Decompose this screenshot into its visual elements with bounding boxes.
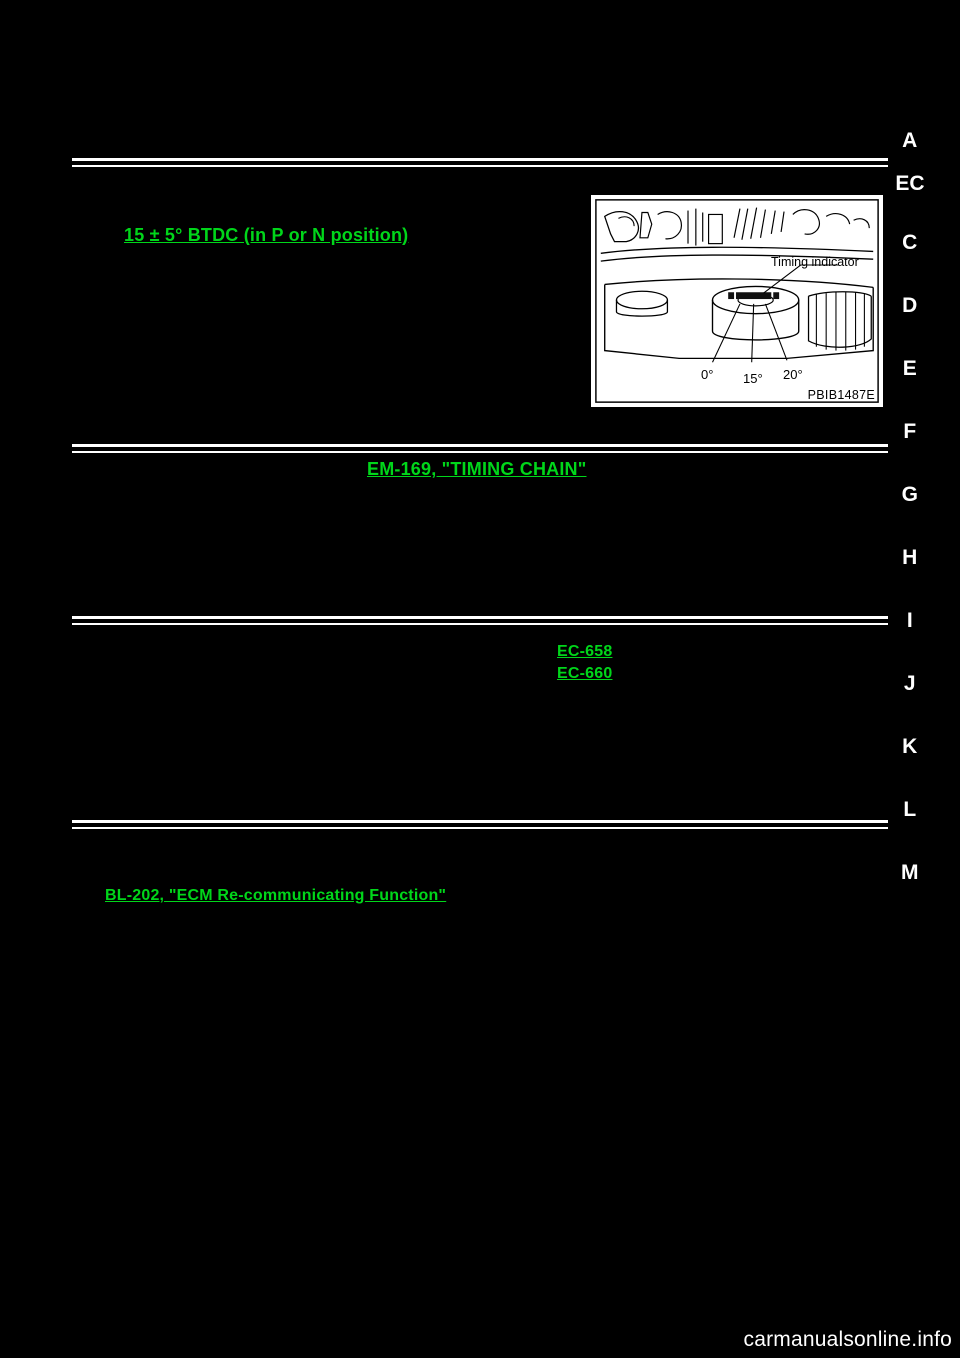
section-tab-m[interactable]: M <box>901 861 919 884</box>
figure-timing-indicator-label: Timing indicator <box>771 255 859 269</box>
divider-rule-1a <box>72 158 888 161</box>
divider-rule-3a <box>72 616 888 619</box>
divider-rule-2b <box>72 451 888 453</box>
divider-rule-1b <box>72 165 888 167</box>
figure-degree-0: 0° <box>701 367 714 382</box>
link-ignition-timing[interactable]: 15 ± 5° BTDC (in P or N position) <box>124 225 409 245</box>
link-timing-chain[interactable]: EM-169, "TIMING CHAIN" <box>367 459 587 479</box>
figure-illustration <box>591 195 883 407</box>
link-ecm-recommunicating[interactable]: BL-202, "ECM Re-communicating Function" <box>105 887 447 904</box>
section-tab-c[interactable]: C <box>902 231 918 254</box>
link-ec-ref-2[interactable]: EC-660 <box>557 665 613 682</box>
divider-rule-3b <box>72 623 888 625</box>
watermark-text: carmanualsonline.info <box>743 1328 952 1351</box>
section-tab-j[interactable]: J <box>903 672 917 695</box>
divider-rule-4b <box>72 827 888 829</box>
figure-caption-code: PBIB1487E <box>807 388 875 402</box>
divider-rule-2a <box>72 444 888 447</box>
section-tab-h[interactable]: H <box>902 546 918 569</box>
figure-timing-indicator <box>588 192 886 410</box>
section-tab-i[interactable]: I <box>906 609 914 632</box>
section-tab-a[interactable]: A <box>902 129 918 152</box>
section-tab-e[interactable]: E <box>902 357 918 380</box>
section-tab-k[interactable]: K <box>902 735 918 758</box>
section-tab-d[interactable]: D <box>902 294 918 317</box>
section-tab-ec[interactable]: EC <box>895 172 925 195</box>
section-tab-f[interactable]: F <box>903 420 917 443</box>
link-ec-ref-1[interactable]: EC-658 <box>557 643 613 660</box>
figure-degree-20: 20° <box>783 367 803 382</box>
divider-rule-4a <box>72 820 888 823</box>
section-tab-l[interactable]: L <box>903 798 917 821</box>
figure-degree-15: 15° <box>743 371 763 386</box>
section-tab-column <box>878 130 942 883</box>
section-tab-g[interactable]: G <box>901 483 919 506</box>
